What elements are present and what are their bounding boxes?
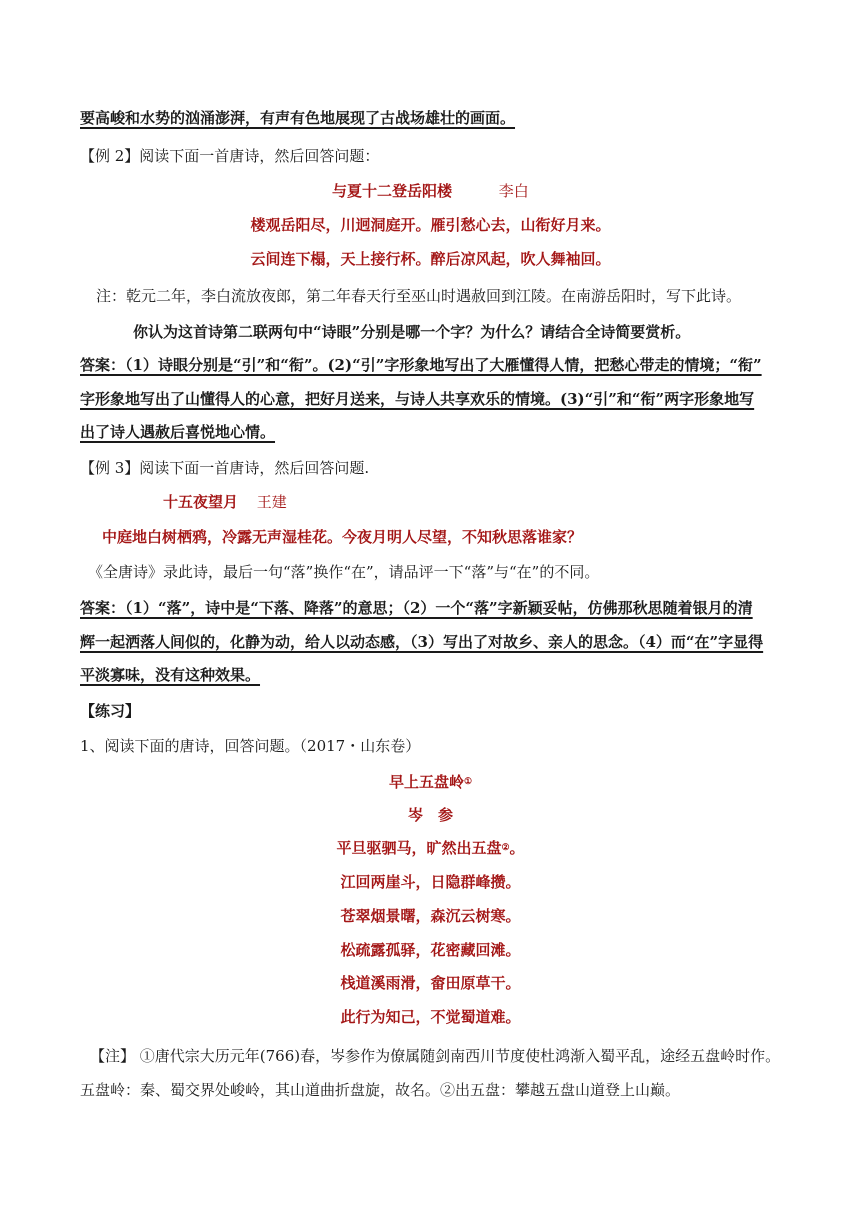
practice-item1-prompt: 1、阅读下面的唐诗，回答问题。（2017・山东卷） bbox=[80, 737, 421, 755]
example3-answer-line-3: 平淡寡味，没有这种效果。 bbox=[80, 666, 261, 684]
practice-poem-line-1-end: 。 bbox=[509, 839, 525, 857]
footnote-marker-2: ② bbox=[501, 843, 510, 853]
example2-poem-heading bbox=[332, 181, 529, 201]
practice-note-line-2: 五盘岭：秦、蜀交界处峻岭，其山道曲折盘旋，故名。②出五盘：攀越五盘山道登上山巅。 bbox=[80, 1081, 681, 1099]
footnote-marker-1: ① bbox=[463, 777, 473, 787]
example2-poem-author: 李白 bbox=[498, 182, 529, 200]
practice-poem-line-6: 此行为知己，不觉蜀道难。 bbox=[340, 1008, 521, 1026]
example3-poem-author: 王建 bbox=[256, 493, 287, 511]
practice-heading: 【练习】 bbox=[80, 702, 141, 720]
example3-poem-line: 中庭地白树栖鸦，冷露无声湿桂花。今夜月明人尽望，不知秋思落谁家？ bbox=[102, 528, 583, 546]
practice-poem-line-5: 栈道溪雨滑，畲田原草干。 bbox=[340, 974, 521, 992]
practice-poem-line-3: 苍翠烟景曙，森沉云树寒。 bbox=[340, 907, 521, 925]
example2-poem-line-2: 云间连下榻，天上接行杯。醉后凉风起，吹人舞袖回。 bbox=[250, 250, 611, 268]
example2-prompt: 【例 2】阅读下面一首唐诗，然后回答问题： bbox=[80, 147, 380, 165]
practice-poem-author: 岑 参 bbox=[407, 806, 453, 824]
example3-question: 《全唐诗》录此诗，最后一句“落”换作“在”，请品评一下“落”与“在”的不同。 bbox=[88, 563, 600, 581]
example2-question: 你认为这首诗第二联两句中“诗眼”分别是哪一个字？为什么？请结合全诗简要赏析。 bbox=[133, 323, 691, 341]
example2-poem-line-1: 楼观岳阳尽，川迥洞庭开。雁引愁心去，山衔好月来。 bbox=[250, 216, 611, 234]
example2-note: 注：乾元二年，李白流放夜郎，第二年春天行至巫山时遇赦回到江陵。在南游岳阳时，写下此诗。 bbox=[96, 287, 742, 305]
practice-poem-title: 早上五盘岭 bbox=[388, 773, 464, 791]
practice-poem-line-2: 江回两崖斗，日隐群峰攒。 bbox=[340, 873, 521, 891]
example3-poem-title: 十五夜望月 bbox=[163, 493, 239, 511]
example3-answer-line-1: 答案：（1）“落”，诗中是“下落、降落”的意思；（2）一个“落”字新颖妥帖，仿佛那秋思随着银月的清 bbox=[80, 599, 753, 617]
example3-poem-heading bbox=[163, 492, 287, 512]
practice-poem-line-1 bbox=[0, 838, 861, 858]
example2-poem-title: 与夏十二登岳阳楼 bbox=[332, 182, 453, 200]
example2-answer-line-3: 出了诗人遇赦后喜悦地心情。 bbox=[80, 423, 276, 441]
practice-note-line-1: 【注】 ①唐代宗大历元年(766)春，岑参作为僚属随剑南西川节度使杜鸿渐入蜀平乱，途经五盘岭时作。 bbox=[90, 1047, 781, 1065]
example3-answer-line-2: 辉一起洒落人间似的，化静为动，给人以动态感，（3）写出了对故乡、亲人的思念。（4）而“在”字显得 bbox=[80, 633, 764, 651]
example2-answer-line-1: 答案：（1）诗眼分别是“引”和“衔”。(2)“引”字形象地写出了大雁懂得人情，把愁心带走的情境；“衔” bbox=[80, 356, 762, 374]
intro-line: 要高峻和水势的汹涌澎湃，有声有色地展现了古战场雄壮的画面。 bbox=[80, 109, 516, 127]
example3-prompt: 【例 3】阅读下面一首唐诗，然后回答问题. bbox=[80, 459, 370, 477]
example2-answer-line-2: 字形象地写出了山懂得人的心意，把好月送来，与诗人共享欢乐的情境。(3)“引”和“衔”两字形象地写 bbox=[80, 390, 755, 408]
practice-poem-line-1-text: 平旦驱驷马，旷然出五盘 bbox=[336, 839, 502, 857]
practice-poem-line-4: 松疏露孤驿，花密藏回滩。 bbox=[340, 941, 521, 959]
practice-poem-title-line bbox=[0, 772, 861, 792]
